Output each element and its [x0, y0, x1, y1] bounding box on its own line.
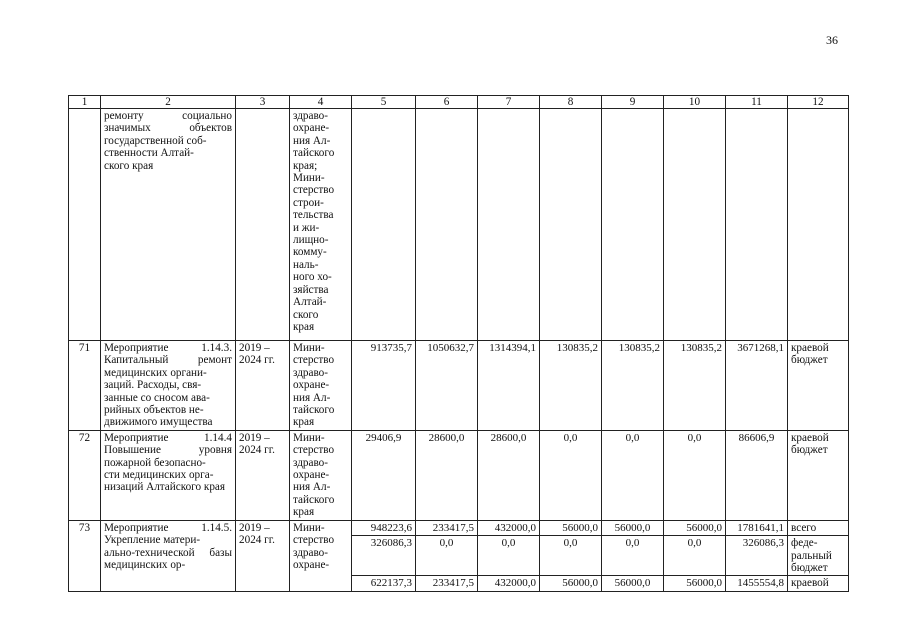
- value-2019: 948223,6: [352, 520, 416, 535]
- value-2021: 432000,0: [478, 520, 540, 535]
- col-header: 9: [602, 96, 664, 109]
- value-total: 1455554,8: [726, 576, 788, 591]
- value-2021: 432000,0: [478, 576, 540, 591]
- value-2022: 0,0: [540, 536, 602, 576]
- value-2023: 0,0: [602, 536, 664, 576]
- table-row-73-total: [69, 520, 849, 535]
- col-header: 4: [290, 96, 352, 109]
- value-2022: 0,0: [540, 430, 602, 520]
- value-2022: 56000,0: [540, 520, 602, 535]
- measure-name: Мероприятие 1.14.4 Повышение уровня пожарной безопасно- сти медицинских орга- низаций Алтайского края: [101, 430, 236, 520]
- executor: здраво- охране- ния Ал- тайского края; Мини- стерство строи- тельства и жи- лищно- комму- наль- ного хо- зяйства Алтай- ского края: [290, 109, 352, 341]
- value-2019: 913735,7: [352, 341, 416, 431]
- value-2019: 29406,9: [352, 430, 416, 520]
- value-total: 1781641,1: [726, 520, 788, 535]
- value-2023: 130835,2: [602, 341, 664, 431]
- col-header: 7: [478, 96, 540, 109]
- col-header: 3: [236, 96, 290, 109]
- value-2020: 233417,5: [416, 576, 478, 591]
- funding-source: краевой бюджет: [788, 430, 849, 520]
- value-2022: 56000,0: [540, 576, 602, 591]
- table-row-continuation: [69, 109, 849, 341]
- value-2019: 622137,3: [352, 576, 416, 591]
- value-2023: 56000,0: [602, 520, 664, 535]
- value-2020: 28600,0: [416, 430, 478, 520]
- row-number: 73: [69, 520, 101, 591]
- value-2021: 28600,0: [478, 430, 540, 520]
- funding-source: всего: [788, 520, 849, 535]
- table-row-72: [69, 430, 849, 520]
- value-2024: 56000,0: [664, 520, 726, 535]
- col-header: 10: [664, 96, 726, 109]
- col-header: 12: [788, 96, 849, 109]
- value-2020: 1050632,7: [416, 341, 478, 431]
- value-2021: 0,0: [478, 536, 540, 576]
- value-total: 3671268,1: [726, 341, 788, 431]
- measure-name: Мероприятие 1.14.3. Капитальный ремонт медицинских органи- заций. Расходы, свя- занные со сносом ава- рийных объектов не- движимого имущества: [101, 341, 236, 431]
- executor: Мини- стерство здраво- охране- ния Ал- тайского края: [290, 341, 352, 431]
- row-number: 72: [69, 430, 101, 520]
- value-2020: 0,0: [416, 536, 478, 576]
- term: 2019 – 2024 гг.: [236, 520, 290, 591]
- value-2020: 233417,5: [416, 520, 478, 535]
- value-total: 86606,9: [726, 430, 788, 520]
- col-header: 6: [416, 96, 478, 109]
- term: 2019 – 2024 гг.: [236, 430, 290, 520]
- measure-name: Мероприятие 1.14.5. Укрепление матери- ально-технической базы медицинских ор-: [101, 520, 236, 591]
- funding-source: краевой: [788, 576, 849, 591]
- table-row-71: [69, 341, 849, 431]
- value-2021: 1314394,1: [478, 341, 540, 431]
- budget-table: [68, 95, 849, 592]
- value-total: 326086,3: [726, 536, 788, 576]
- col-header: 2: [101, 96, 236, 109]
- value-2024: 130835,2: [664, 341, 726, 431]
- value-2024: 0,0: [664, 430, 726, 520]
- value-2019: 326086,3: [352, 536, 416, 576]
- col-header: 11: [726, 96, 788, 109]
- executor: Мини- стерство здраво- охране-: [290, 520, 352, 591]
- col-header: 5: [352, 96, 416, 109]
- page-number: 36: [826, 33, 838, 47]
- value-2024: 56000,0: [664, 576, 726, 591]
- value-2022: 130835,2: [540, 341, 602, 431]
- row-number: 71: [69, 341, 101, 431]
- col-header: 1: [69, 96, 101, 109]
- value-2023: 0,0: [602, 430, 664, 520]
- executor: Мини- стерство здраво- охране- ния Ал- тайского края: [290, 430, 352, 520]
- col-header: 8: [540, 96, 602, 109]
- term: 2019 – 2024 гг.: [236, 341, 290, 431]
- header-row: [69, 96, 849, 109]
- value-2024: 0,0: [664, 536, 726, 576]
- funding-source: феде- ральный бюджет: [788, 536, 849, 576]
- value-2023: 56000,0: [602, 576, 664, 591]
- funding-source: краевой бюджет: [788, 341, 849, 431]
- measure-name: ремонту социально значимых объектов государственной соб- ственности Алтай- ского края: [101, 109, 236, 341]
